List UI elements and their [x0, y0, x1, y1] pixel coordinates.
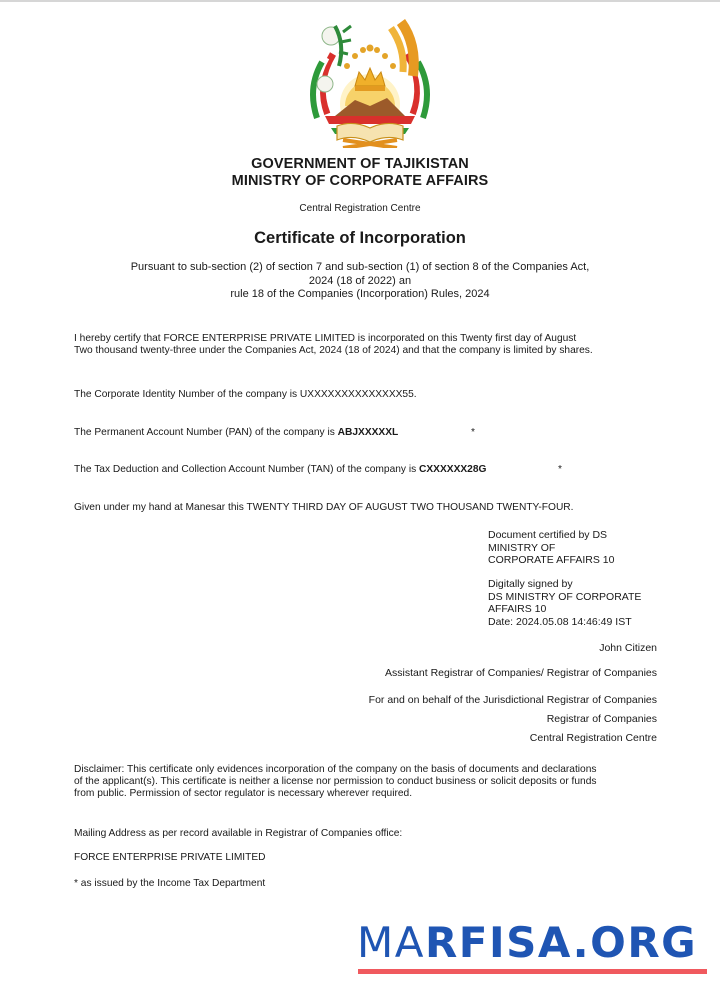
digital-signature-block: [488, 578, 641, 628]
state-emblem-icon: [305, 14, 435, 148]
brand-thin-part: MA: [357, 918, 425, 967]
signatory-role: Assistant Registrar of Companies/ Registrar of Companies: [385, 667, 657, 679]
certificate-title: Certificate of Incorporation: [254, 229, 466, 247]
signature-date: Date: 2024.05.08 14:46:49 IST: [488, 615, 632, 628]
signatory-name: John Citizen: [599, 642, 657, 654]
signed-line: AFFAIRS 10: [488, 603, 547, 615]
tan-label: The Tax Deduction and Collection Account Number (TAN) of the company is: [74, 464, 420, 475]
disclaimer-line: Disclaimer: This certificate only evidences incorporation of the company on the basis of documents and declarations: [74, 764, 597, 775]
signed-line: Digitally signed by: [488, 578, 573, 590]
disclaimer-line: from public. Permission of sector regulator is necessary wherever required.: [74, 788, 413, 799]
pursuant-line: Pursuant to sub-section (2) of section 7 and sub-section (1) of section 8 of the Companies Act,: [130, 261, 590, 273]
pursuant-line: rule 18 of the Companies (Incorporation) Rules, 2024: [230, 288, 490, 300]
centre-line: Central Registration Centre: [529, 732, 657, 744]
government-line: GOVERNMENT OF TAJIKISTAN: [251, 156, 469, 172]
tan-statement: [74, 464, 562, 476]
watermark-brand: [357, 920, 697, 966]
on-behalf-line: For and on behalf of the Jurisdictional Registrar of Companies: [368, 694, 657, 706]
pursuant-clause: [0, 261, 720, 302]
ministry-line: MINISTRY OF CORPORATE AFFAIRS: [231, 173, 489, 189]
given-statement: Given under my hand at Manesar this TWENTY THIRD DAY OF AUGUST TWO THOUSAND TWENTY-FOUR.: [74, 502, 574, 513]
pan-value: ABJXXXXXL: [337, 427, 399, 438]
signed-line: DS MINISTRY OF CORPORATE: [488, 590, 642, 603]
watermark-underline: [358, 969, 707, 974]
certify-line: I hereby certify that FORCE ENTERPRISE PRIVATE LIMITED is incorporated on this Twenty first day of August: [74, 333, 577, 344]
cin-statement: The Corporate Identity Number of the company is UXXXXXXXXXXXXXX55.: [74, 389, 417, 400]
certified-line: CORPORATE AFFAIRS 10: [488, 554, 615, 566]
registrar-line: Registrar of Companies: [546, 713, 657, 725]
issuing-authority: [0, 156, 720, 190]
tan-footnote-mark: *: [558, 464, 562, 475]
mailing-address-value: FORCE ENTERPRISE PRIVATE LIMITED: [74, 852, 266, 863]
pan-statement: [74, 427, 475, 439]
certification-statement: [74, 333, 593, 357]
page-top-border: [0, 0, 720, 2]
pursuant-line: 2024 (18 of 2022) an: [308, 274, 412, 287]
disclaimer-line: of the applicant(s). This certificate is neither a license nor permission to conduct business or solicit deposits or funds: [74, 776, 597, 787]
office-name: Central Registration Centre: [299, 203, 421, 214]
certified-line: MINISTRY OF: [488, 541, 556, 554]
tan-value: CXXXXXX28G: [419, 464, 487, 475]
pan-footnote-mark: *: [471, 427, 475, 438]
brand-bold-part: RFISA.ORG: [424, 918, 698, 967]
disclaimer: [74, 764, 596, 800]
pan-label: The Permanent Account Number (PAN) of the company is: [74, 427, 338, 438]
footnote: * as issued by the Income Tax Department: [74, 878, 266, 889]
certify-line: Two thousand twenty-three under the Companies Act, 2024 (18 of 2024) and that the company is limited by shares.: [74, 345, 593, 356]
mailing-address-label: Mailing Address as per record available in Registrar of Companies office:: [74, 828, 403, 839]
document-certified-block: [488, 529, 614, 567]
certified-line: Document certified by DS: [488, 529, 608, 541]
